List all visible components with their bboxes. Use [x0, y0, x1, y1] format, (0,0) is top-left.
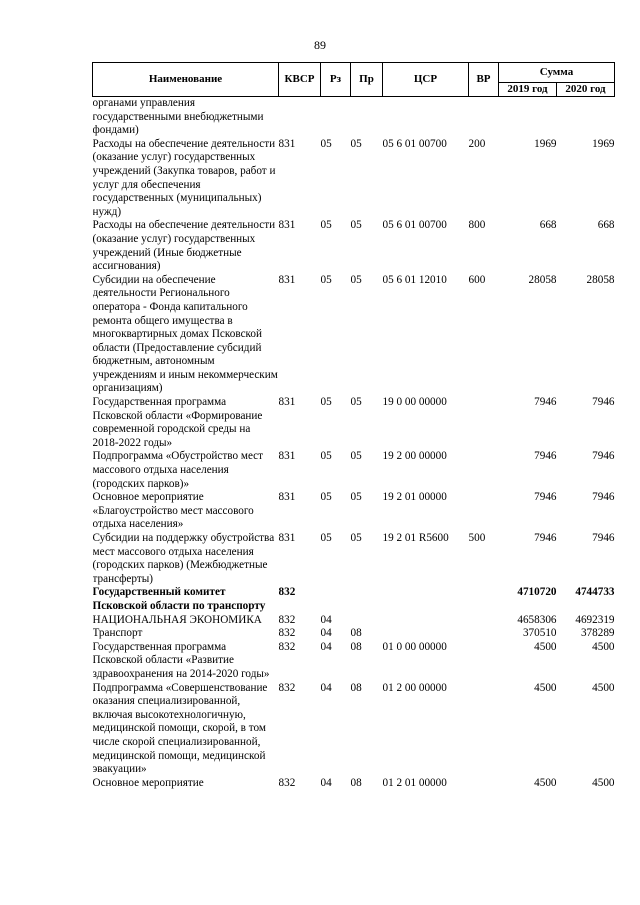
header-sum: Сумма [499, 63, 615, 83]
row-pr [351, 614, 383, 628]
row-sum-2020: 668 [597, 219, 615, 232]
row-rz [321, 97, 351, 138]
row-csr: 19 0 00 00000 [382, 396, 447, 409]
row-pr: 08 [350, 627, 362, 640]
row-sum-2019: 28058 [528, 273, 557, 286]
row-sum-2019: 7946 [534, 532, 557, 544]
table-row [93, 450, 615, 491]
row-kvsr: 832 [278, 586, 296, 599]
row-sum-2020: 4500 [592, 681, 615, 694]
table-row [93, 682, 615, 777]
row-csr: 19 2 01 00000 [382, 491, 447, 504]
row-sum-2019: 7946 [534, 396, 557, 409]
row-csr [383, 586, 469, 613]
row-sum-2019 [499, 97, 557, 138]
row-name: Субсидии на обеспечение деятельности Регионального оператора - Фонда капитального ремонта общего имущества в многоквартирных домах Псковской области (Предоставление субсидий бюджетным, автономным учреждениям и иным некоммерческим организациям) [92, 273, 278, 395]
row-kvsr: 831 [278, 450, 296, 463]
row-pr: 05 [350, 450, 362, 463]
table-row [93, 97, 615, 138]
row-sum-2019: 7946 [534, 491, 557, 504]
row-csr: 01 2 00 00000 [382, 681, 447, 694]
table-row [93, 777, 615, 791]
row-name: Подпрограмма «Совершенствование оказания специализированной, включая высокотехнологичную, медицинской помощи, скорой, в том числе скорой специализированной, медицинской помощи, медицинской эвакуации» [92, 681, 268, 776]
row-vr [469, 586, 499, 613]
table-row [93, 274, 615, 396]
header-pr: Пр [351, 63, 383, 97]
row-name: Подпрограмма «Обустройство мест массового отдыха населения (городских парков)» [92, 450, 264, 490]
table-row [93, 396, 615, 450]
row-csr: 05 6 01 00700 [382, 137, 447, 150]
row-sum-2020: 7946 [592, 450, 615, 463]
row-vr [469, 396, 499, 450]
row-csr: 19 2 00 00000 [382, 450, 447, 463]
row-sum-2019: 4500 [534, 776, 557, 789]
header-kvsr: КВСР [279, 63, 321, 97]
row-sum-2020 [557, 97, 615, 138]
row-csr: 05 6 01 12010 [382, 273, 447, 286]
table-row [93, 219, 615, 273]
row-pr: 08 [350, 776, 362, 789]
row-pr: 08 [350, 640, 362, 653]
table-row [93, 641, 615, 682]
table-row [93, 586, 615, 613]
row-pr [351, 97, 383, 138]
row-sum-2019: 370510 [522, 627, 557, 640]
header-csr: ЦСР [383, 63, 469, 97]
table-row [93, 627, 615, 641]
row-name: Расходы на обеспечение деятельности (оказание услуг) государственных учреждений (Закупка товаров, работ и услуг для обеспечения государственных (муниципальных) нужд) [92, 137, 276, 218]
row-csr [383, 627, 469, 641]
row-sum-2019: 1969 [534, 137, 557, 150]
row-vr: 200 [468, 137, 486, 150]
row-pr: 08 [350, 681, 362, 694]
row-rz: 05 [320, 491, 332, 504]
row-pr [351, 586, 383, 613]
row-sum-2019: 4658306 [517, 613, 557, 626]
row-rz: 04 [320, 640, 332, 653]
row-rz: 05 [320, 396, 332, 409]
row-kvsr: 832 [278, 640, 296, 653]
row-kvsr: 832 [278, 613, 296, 626]
row-vr [469, 450, 499, 491]
header-year-2019: 2019 год [499, 83, 557, 97]
row-vr [469, 614, 499, 628]
table-row [93, 614, 615, 628]
row-vr [469, 682, 499, 777]
row-vr [469, 641, 499, 682]
header-year-2020: 2020 год [557, 83, 615, 97]
row-vr [469, 777, 499, 791]
row-sum-2020: 7946 [592, 532, 615, 544]
row-vr [469, 627, 499, 641]
row-pr: 05 [350, 137, 362, 150]
row-rz: 05 [320, 273, 332, 286]
row-vr [469, 97, 499, 138]
row-pr: 05 [350, 273, 362, 286]
row-rz: 04 [320, 627, 332, 640]
row-sum-2020: 4692319 [575, 613, 615, 626]
row-kvsr: 831 [278, 273, 296, 286]
table-row [93, 138, 615, 220]
row-kvsr: 832 [278, 681, 296, 694]
row-sum-2020: 378289 [580, 627, 615, 640]
row-vr: 600 [468, 273, 486, 286]
row-csr [383, 614, 469, 628]
row-sum-2020: 7946 [592, 491, 615, 504]
row-sum-2020: 4500 [592, 640, 615, 653]
row-sum-2020: 7946 [592, 396, 615, 409]
row-pr: 05 [350, 491, 362, 504]
row-name: Государственная программа Псковской области «Формирование современной городской среды на 2018-2022 годы» [92, 396, 263, 449]
row-kvsr: 831 [278, 532, 296, 544]
row-sum-2020: 1969 [592, 137, 615, 150]
row-sum-2019: 7946 [534, 450, 557, 463]
row-rz: 04 [320, 776, 332, 789]
row-rz [321, 586, 351, 613]
row-name: НАЦИОНАЛЬНАЯ ЭКОНОМИКА [92, 613, 262, 626]
row-vr [469, 491, 499, 532]
row-csr: 01 0 00 00000 [382, 640, 447, 653]
row-kvsr: 831 [278, 396, 296, 409]
budget-table [92, 62, 615, 790]
row-name: органами управления государственными внебюджетными фондами) [92, 97, 264, 137]
row-name: Расходы на обеспечение деятельности (оказание услуг) государственных учреждений (Иные бюджетные ассигнования) [92, 219, 276, 273]
row-pr: 05 [350, 532, 362, 544]
row-sum-2019: 4500 [534, 681, 557, 694]
row-csr: 01 2 01 00000 [382, 776, 447, 789]
row-rz: 05 [320, 450, 332, 463]
row-rz: 05 [320, 219, 332, 232]
row-sum-2019: 4500 [534, 640, 557, 653]
table-body [93, 97, 615, 791]
row-kvsr: 831 [278, 219, 296, 232]
row-pr: 05 [350, 219, 362, 232]
row-kvsr: 831 [278, 137, 296, 150]
row-kvsr [279, 97, 321, 138]
row-name: Субсидии на поддержку обустройства мест массового отдыха населения (городских парков) (Межбюджетные трансферты) [92, 532, 275, 585]
row-rz: 05 [320, 137, 332, 150]
row-sum-2020: 4744733 [575, 586, 615, 599]
row-rz: 05 [320, 532, 332, 544]
row-rz: 04 [320, 613, 332, 626]
row-name: Основное мероприятие «Благоустройство мест массового отдыха населения» [92, 491, 254, 531]
row-vr: 800 [468, 219, 486, 232]
header-rz: Рз [321, 63, 351, 97]
row-sum-2019: 4710720 [517, 586, 557, 599]
row-pr: 05 [350, 396, 362, 409]
table-header [93, 63, 615, 97]
row-rz: 04 [320, 681, 332, 694]
row-name: Государственная программа Псковской области «Развитие здравоохранения на 2014-2020 годы» [92, 640, 270, 680]
table-row [93, 532, 615, 586]
header-vr: ВР [469, 63, 499, 97]
row-sum-2020: 28058 [586, 273, 615, 286]
page-number: 89 [314, 38, 326, 52]
row-sum-2020: 4500 [592, 776, 615, 789]
table-row [93, 491, 615, 532]
row-csr: 19 2 01 R5600 [382, 532, 449, 544]
row-kvsr: 832 [278, 776, 296, 789]
row-name: Основное мероприятие [92, 776, 204, 789]
row-csr [383, 97, 469, 138]
row-name: Государственный комитет Псковской области по транспорту [92, 586, 266, 612]
row-kvsr: 831 [278, 491, 296, 504]
row-kvsr: 832 [278, 627, 296, 640]
row-csr: 05 6 01 00700 [382, 219, 447, 232]
row-name: Транспорт [92, 627, 143, 640]
row-vr: 500 [468, 532, 486, 544]
header-name: Наименование [93, 63, 279, 97]
row-sum-2019: 668 [539, 219, 557, 232]
